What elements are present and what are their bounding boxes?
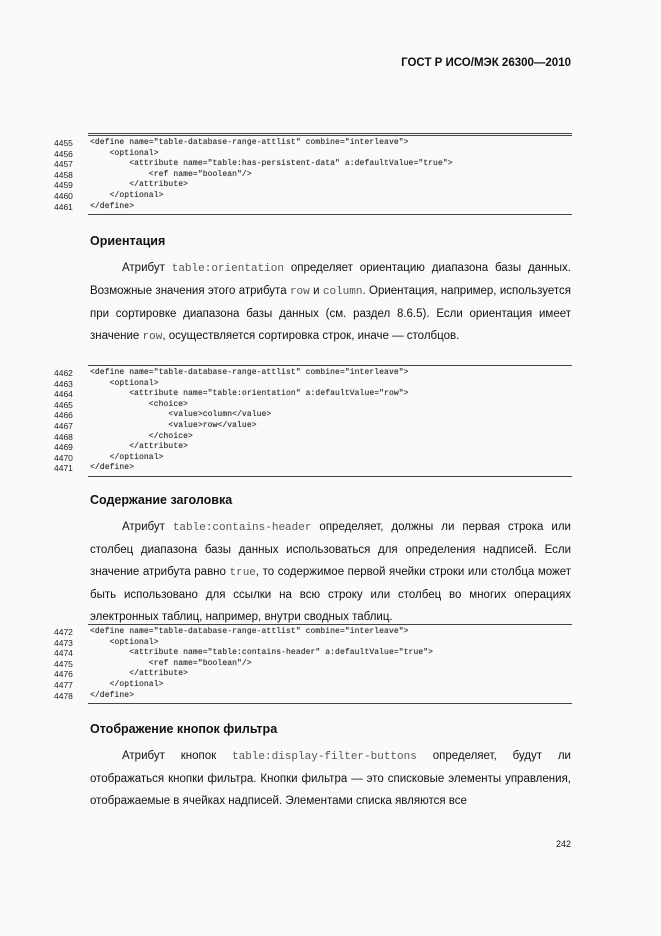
- code-text: <define name="table-database-range-attlist" combine="interleave">: [90, 368, 409, 377]
- code-line: [54, 170, 572, 181]
- paragraph-text: определяет, должны ли первая строка или столбец диапазона базы данных использоваться для определения надписей. Если значение атрибута равно: [90, 521, 571, 578]
- code-text: <attribute name="table:contains-header" a:defaultValue="true">: [90, 648, 434, 658]
- code-line: [54, 442, 572, 453]
- line-number: 4466: [54, 410, 73, 421]
- paragraph-orientation: [90, 257, 571, 348]
- line-number: 4469: [54, 442, 73, 453]
- line-number: 4475: [54, 658, 73, 669]
- line-number: 4460: [54, 190, 73, 201]
- page-number: 242: [555, 839, 571, 849]
- document-header: ГОСТ Р ИСО/МЭК 26300—2010: [401, 57, 571, 69]
- section-heading-orientation: Ориентация: [90, 234, 166, 248]
- code-line: [54, 379, 572, 390]
- code-text: <optional>: [90, 637, 159, 647]
- code-line: [54, 368, 572, 379]
- paragraph-text: , то содержимое первой ячейки строки или столбца может быть использовано для ссылки на всю строку или столбец во многих операциях электронных таблиц, например, внутри сводных таблиц.: [90, 566, 572, 623]
- inline-code: true: [229, 567, 256, 579]
- inline-code: row: [142, 331, 163, 343]
- code-text: <optional>: [90, 378, 159, 388]
- code-line: [54, 432, 572, 443]
- code-line: [54, 400, 572, 411]
- code-line: [54, 627, 572, 638]
- paragraph-text: Атрибут: [122, 262, 172, 274]
- code-rule-top: [88, 624, 572, 625]
- section-heading-contains-header: Содержание заголовка: [90, 493, 233, 507]
- line-number: 4477: [54, 679, 73, 690]
- section-heading-filter-buttons: Отображение кнопок фильтра: [90, 722, 278, 736]
- code-line: [54, 648, 572, 659]
- code-text: <attribute name="table:orientation" a:defaultValue="row">: [90, 389, 409, 399]
- line-number: 4461: [54, 201, 73, 212]
- code-line: [54, 453, 572, 464]
- code-text: <value>column</value>: [90, 410, 272, 420]
- inline-code: table:orientation: [171, 263, 284, 275]
- code-line: [54, 180, 572, 191]
- code-block-1: [54, 133, 572, 215]
- line-number: 4457: [54, 159, 73, 170]
- line-number: 4464: [54, 389, 73, 400]
- code-text: </define>: [90, 463, 135, 473]
- line-number: 4471: [54, 463, 73, 474]
- code-text: </optional>: [90, 190, 164, 200]
- paragraph-filter-buttons: [90, 745, 571, 812]
- line-number: 4458: [54, 169, 73, 180]
- code-line: [54, 159, 572, 170]
- code-block-3: [54, 624, 572, 704]
- code-text: </choice>: [90, 431, 193, 441]
- code-line: [54, 202, 572, 213]
- paragraph-text: определяет ориентацию диапазона базы данных. Возможные значения этого атрибута: [90, 262, 571, 297]
- line-number: 4467: [54, 420, 73, 431]
- code-text: </define>: [90, 201, 135, 211]
- paragraph-text: Атрибут кнопок: [122, 750, 232, 762]
- line-number: 4456: [54, 148, 73, 159]
- code-line: [54, 680, 572, 691]
- code-text: <define name="table-database-range-attlist" combine="interleave">: [90, 627, 409, 636]
- code-text: </attribute>: [90, 669, 189, 679]
- code-rule-bottom: [88, 476, 572, 477]
- code-line: [54, 638, 572, 649]
- inline-code: table:contains-header: [172, 522, 312, 534]
- code-line: [54, 421, 572, 432]
- paragraph-text: определяет, будут ли отображаться кнопки фильтра. Кнопки фильтра — это списковые элементы управления, отображаемые в ячейках надписей. Элементами списка являются все: [90, 750, 571, 807]
- code-text: </attribute>: [90, 442, 189, 452]
- line-number: 4473: [54, 637, 73, 648]
- paragraph-text: , осуществляется сортировка строк, иначе — столбцов.: [162, 330, 460, 342]
- code-text: <ref name="boolean"/>: [90, 169, 252, 179]
- code-text: </define>: [90, 690, 135, 700]
- code-text: <value>row</value>: [90, 420, 257, 430]
- inline-code: column: [322, 286, 363, 298]
- paragraph-text: Атрибут: [122, 521, 173, 533]
- code-line: [54, 669, 572, 680]
- code-rule-top: [88, 133, 572, 136]
- line-number: 4463: [54, 378, 73, 389]
- code-line: [54, 659, 572, 670]
- code-text: <optional>: [90, 148, 159, 158]
- code-rule-bottom: [88, 214, 572, 215]
- code-line: [54, 138, 572, 149]
- line-number: 4472: [54, 627, 73, 637]
- code-line: [54, 691, 572, 702]
- inline-code: table:display-filter-buttons: [232, 751, 417, 763]
- line-number: 4476: [54, 669, 73, 680]
- code-line: [54, 149, 572, 160]
- inline-code: row: [289, 286, 310, 298]
- line-number: 4474: [54, 648, 73, 659]
- code-text: <attribute name="table:has-persistent-data" a:defaultValue="true">: [90, 159, 453, 169]
- code-text: </optional>: [90, 452, 164, 462]
- line-number: 4468: [54, 431, 73, 442]
- code-text: </optional>: [90, 679, 164, 689]
- code-text: </attribute>: [90, 180, 189, 190]
- code-line: [54, 191, 572, 202]
- paragraph-text: . Ориентация, например, используется при сортировке диапазона базы данных (см. раздел 8.6.5). Если ориентация имеет значение: [90, 285, 571, 342]
- code-text: <ref name="boolean"/>: [90, 658, 252, 668]
- paragraph-contains-header: [90, 516, 571, 628]
- code-line: [54, 463, 572, 474]
- line-number: 4478: [54, 690, 73, 701]
- paragraph-text: и: [309, 285, 323, 297]
- line-number: 4465: [54, 399, 73, 410]
- code-rule-top: [88, 365, 572, 366]
- code-rule-bottom: [88, 703, 572, 704]
- line-number: 4455: [54, 138, 73, 148]
- code-block-2: [54, 365, 572, 477]
- code-line: [54, 410, 572, 421]
- code-text: <define name="table-database-range-attlist" combine="interleave">: [90, 138, 409, 147]
- line-number: 4470: [54, 452, 73, 463]
- code-line: [54, 389, 572, 400]
- line-number: 4459: [54, 180, 73, 191]
- code-text: <choice>: [90, 399, 189, 409]
- line-number: 4462: [54, 368, 73, 378]
